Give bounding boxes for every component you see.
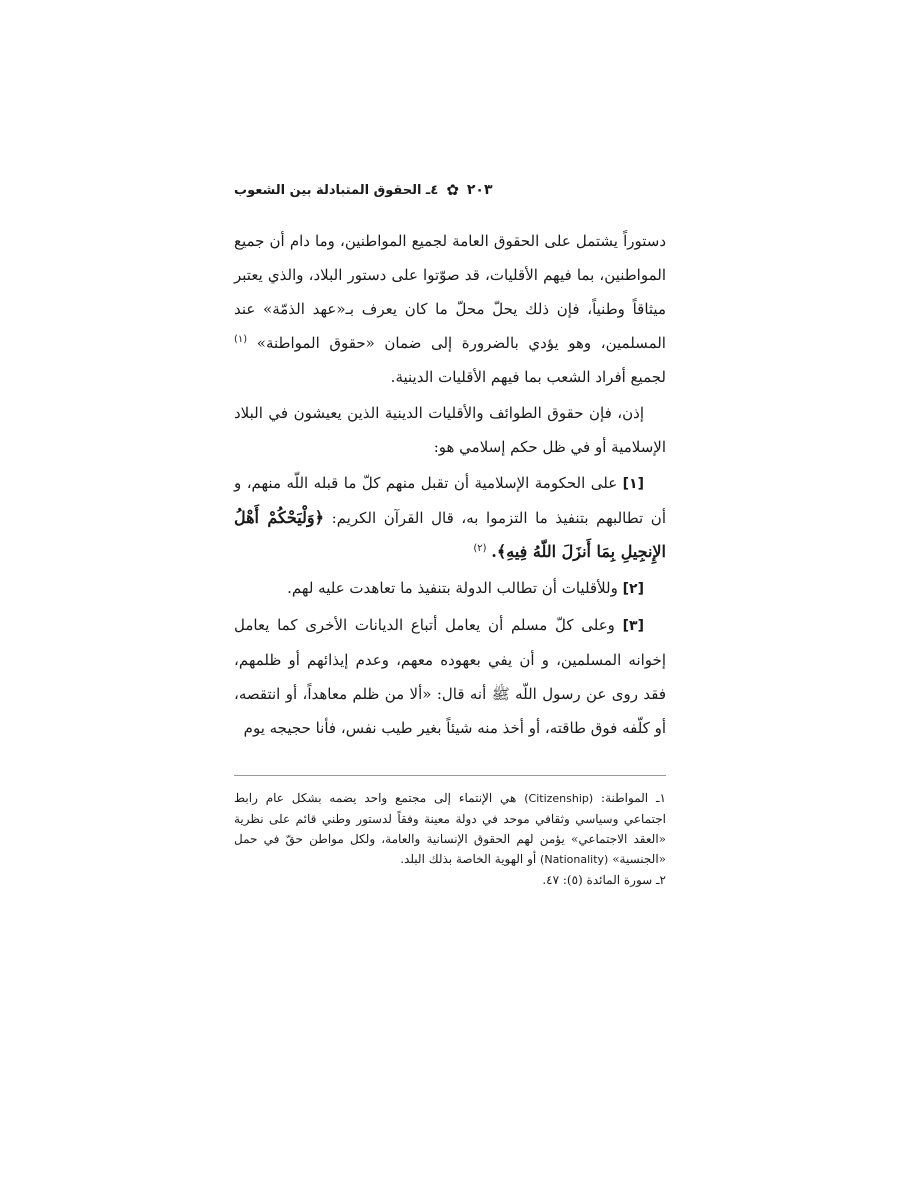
item-2-marker: [٢] bbox=[622, 581, 644, 597]
flower-ornament-icon: ✿ bbox=[446, 180, 459, 199]
item-1-text: على الحكومة الإسلامية أن تقبل منهم كلّ ما قبله اللّه منهم، و أن تطالبهم بتنفيذ ما التزموا به، قال القرآن الكريم: bbox=[234, 474, 666, 527]
item-3-text: وعلى كلّ مسلم أن يعامل أتباع الديانات الأخرى كما يعامل إخوانه المسلمين، و أن يفي بعهوده معهم، وعدم إيذائهم أو ظلمهم، فقد روى عن رسول اللّه ﷺ أنه قال: «ألا من ظلم معاهداً، أو انتقصه، أو كلّفه فوق طاقته، أو أخذ منه شيئاً بغير طيب نفس، فأنا حجيجه يوم bbox=[234, 616, 666, 737]
item-2-text: وللأقليات أن تطالب الدولة بتنفيذ ما تعاهدت عليه لهم. bbox=[287, 579, 618, 597]
footnote-2: ٢ـ سورة المائدة (٥): ٤٧. bbox=[542, 873, 666, 887]
page-number: ٢٠٣ bbox=[466, 182, 493, 198]
main-text bbox=[234, 224, 666, 745]
item-1 bbox=[234, 466, 666, 569]
footnote-1-lead: ١ـ المواطنة: bbox=[601, 791, 666, 805]
item-2 bbox=[234, 571, 666, 606]
footnote-ref-2: (٢) bbox=[473, 543, 487, 554]
running-header bbox=[234, 176, 666, 204]
paragraph-2: إذن، فإن حقوق الطوائف والأقليات الدينية الذين يعيشون في البلاد الإسلامية أو في ظل حكم إسلامي هو: bbox=[234, 404, 666, 456]
paragraph-1 bbox=[234, 224, 666, 394]
item-1-marker: [١] bbox=[622, 476, 644, 492]
quran-verse: ﴿وَلْيَحْكُمْ أَهْلُ الإِنجِيلِ بِمَا أَنزَلَ اللّهُ فِيهِ﴾. bbox=[234, 508, 666, 561]
footnote-1-part1: هي الإنتماء إلى مجتمع واحد يضمه بشكل عام رابط اجتماعي وسياسي وثقافي موحد في دولة معينة وفقاً لدستور وطني قائم على نظرية «العقد الاجتماعي» يؤمن لهم الحقوق الإنسانية والعامة، ولكل مواطن حقّ في حمل «الجنسية» bbox=[234, 791, 666, 866]
book-page bbox=[234, 176, 666, 890]
paragraph-1-tail: لجميع أفراد الشعب بما فيهم الأقليات الدينية. bbox=[390, 368, 666, 386]
item-3-marker: [٣] bbox=[622, 618, 644, 634]
footnote-1-part2: أو الهوية الخاصة بذلك البلد. bbox=[400, 852, 537, 866]
footnote-1 bbox=[234, 788, 666, 870]
footnote-1-latin-citizenship: (Citizenship) bbox=[524, 792, 594, 805]
chapter-title: ٤ـ الحقوق المتبادلة بين الشعوب bbox=[234, 182, 439, 198]
footnotes bbox=[234, 788, 666, 890]
footnote-1-latin-nationality: (Nationality) bbox=[540, 853, 609, 866]
footnote-separator bbox=[234, 775, 666, 776]
footnote-ref-1: (١) bbox=[234, 334, 248, 345]
paragraph-1-text: دستوراً يشتمل على الحقوق العامة لجميع المواطنين، وما دام أن جميع المواطنين، بما فيهم الأقليات، قد صوّتوا على دستور البلاد، والذي يعتبر ميثاقاً وطنياً، فإن ذلك يحلّ محلّ ما كان يعرف بـ«عهد الذمّة» عند المسلمين، وهو يؤدي بالضرورة إلى ضمان «حقوق المواطنة» bbox=[234, 232, 666, 352]
item-3 bbox=[234, 608, 666, 745]
